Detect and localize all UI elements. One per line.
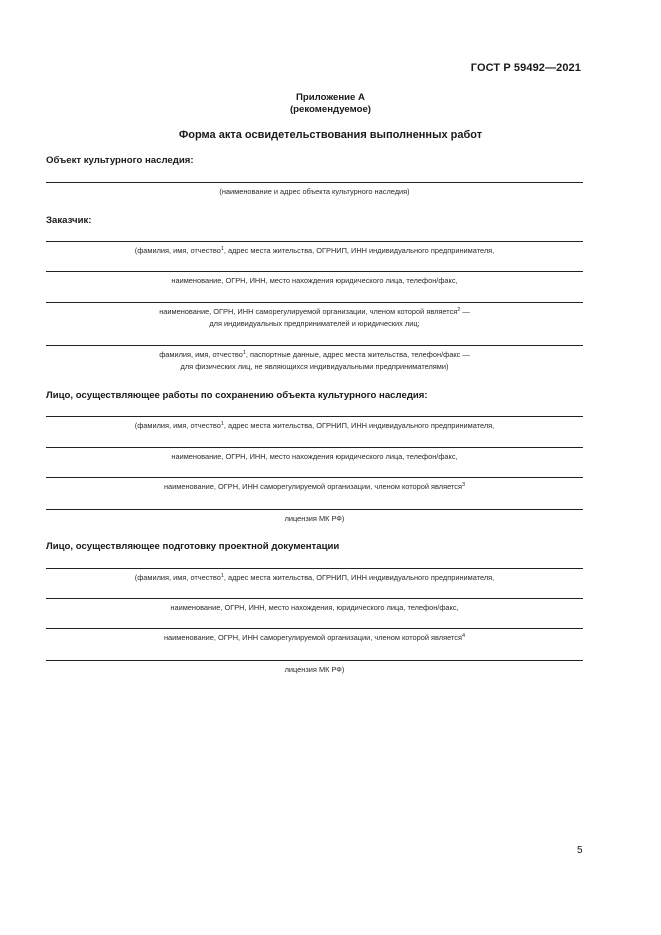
designer-label: Лицо, осуществляющее подготовку проектной документации: [46, 541, 340, 552]
form-title: Форма акта освидетельствования выполненных работ: [178, 129, 483, 141]
object-caption: (наименование и адрес объекта культурного наследия): [219, 187, 410, 196]
contractor-caption-4: лицензия МК РФ): [284, 514, 345, 523]
object-line: [46, 182, 583, 183]
contractor-label: Лицо, осуществляющее работы по сохранению объекта культурного наследия:: [46, 390, 428, 401]
customer-caption-4b: для физических лиц, не являющихся индивидуальными предпринимателями): [180, 362, 449, 371]
appendix-note: (рекомендуемое): [289, 104, 371, 115]
customer-caption-3: наименование, ОГРН, ИНН саморегулируемой организации, членом которой является$^2$ —: [159, 307, 470, 316]
designer-caption-4: лицензия МК РФ): [284, 665, 345, 674]
customer-line-1: [46, 241, 583, 242]
appendix-title: Приложение А: [296, 92, 365, 103]
customer-caption-4: фамилия, имя, отчество$^1$, паспортные данные, адрес места жительства, телефон/факс —: [159, 350, 470, 359]
designer-line-4: [46, 660, 583, 661]
customer-line-2: [46, 271, 583, 272]
customer-caption-1: (фамилия, имя, отчество$^1$, адрес места жительства, ОГРНИП, ИНН индивидуального предпринимателя,: [134, 246, 495, 255]
contractor-caption-1: (фамилия, имя, отчество$^1$, адрес места жительства, ОГРНИП, ИНН индивидуального предпринимателя,: [134, 421, 495, 430]
contractor-line-3: [46, 477, 583, 478]
designer-line-1: [46, 568, 583, 569]
customer-line-4: [46, 345, 583, 346]
contractor-caption-2: наименование, ОГРН, ИНН, место нахождения юридического лица, телефон/факс,: [171, 452, 458, 461]
customer-label: Заказчик:: [46, 215, 92, 226]
contractor-line-1: [46, 416, 583, 417]
customer-line-3: [46, 302, 583, 303]
page-number: 5: [577, 845, 583, 856]
designer-caption-2: наименование, ОГРН, ИНН, место нахождения, юридического лица, телефон/факс,: [170, 603, 459, 612]
contractor-line-2: [46, 447, 583, 448]
designer-caption-1: (фамилия, имя, отчество$^1$, адрес места жительства, ОГРНИП, ИНН индивидуального предпринимателя,: [134, 573, 495, 582]
customer-caption-3b: для индивидуальных предпринимателей и юридических лиц;: [209, 319, 420, 328]
designer-line-3: [46, 628, 583, 629]
contractor-line-4: [46, 509, 583, 510]
designer-caption-3: наименование, ОГРН, ИНН саморегулируемой организации, членом которой является$^4$: [163, 633, 466, 642]
contractor-caption-3: наименование, ОГРН, ИНН саморегулируемой организации, членом которой является$^3$: [163, 482, 466, 491]
standard-number: ГОСТ Р 59492—2021: [470, 62, 581, 74]
designer-line-2: [46, 598, 583, 599]
object-label: Объект культурного наследия:: [46, 155, 194, 166]
customer-caption-2: наименование, ОГРН, ИНН, место нахождения юридического лица, телефон/факс,: [171, 276, 458, 285]
